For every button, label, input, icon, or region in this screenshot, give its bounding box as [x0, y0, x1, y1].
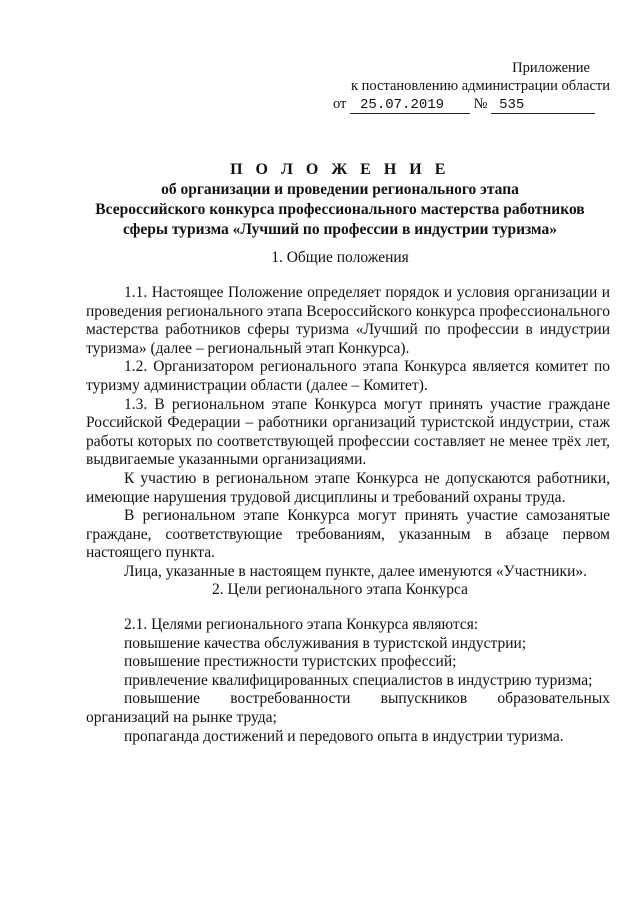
paragraph-1-2: 1.2. Организатором регионального этапа Конкурса является комитет по туризму администрации области (далее – Комитет).: [86, 358, 610, 394]
paragraph-1-1: 1.1. Настоящее Положение определяет порядок и условия организации и проведения регионального этапа Всероссийского конкурса профессионального мастерства работников сферы туризма «Лучший по профессии в индустрии туризма» (далее – региональный этап Конкурса).: [86, 284, 610, 357]
paragraph-1-3-self-employed: В региональном этапе Конкурса могут принять участие самозанятые граждане, соответствующие требованиям, указанным в абзаце первом настоящего пункта.: [86, 507, 610, 562]
document-date: 25.07.2019: [350, 98, 470, 114]
paragraph-1-3-participants: Лица, указанные в настоящем пункте, далее именуются «Участники».: [124, 562, 588, 580]
title-line-3: Всероссийского конкурса профессионального мастерства работников: [95, 201, 585, 218]
annex-date-number: [320, 95, 610, 114]
paragraph-1-3: 1.3. В региональном этапе Конкурса могут принять участие граждане Российской Федерации – работники организаций туристской индустрии, стаж работы которых по соответствующей профессии составляет не менее трёх лет, выдвигаемые указанными организациями.: [86, 395, 610, 469]
title-line-2: об организации и проведении регионального этапа: [161, 181, 519, 198]
goal-list-item: привлечение квалифицированных специалистов в индустрию туризма;: [124, 671, 593, 689]
paragraph-1-3-exclusion: К участию в региональном этапе Конкурса не допускаются работники, имеющие нарушения трудовой дисциплины и требований охраны труда.: [86, 469, 610, 506]
document-title: [60, 160, 620, 240]
annex-block: [320, 59, 610, 114]
section-1-body: [86, 284, 610, 582]
number-prefix: №: [473, 96, 488, 112]
annex-reference: к постановлению администрации области: [350, 78, 610, 94]
goal-list-item: повышение востребованности выпускников образовательных организаций на рынке труда;: [86, 690, 610, 726]
goal-list-item: пропаганда достижений и передового опыта в индустрии туризма.: [124, 727, 564, 745]
document-number: 535: [491, 98, 595, 114]
section-2-heading: 2. Цели регионального этапа Конкурса: [212, 581, 468, 598]
section-2-body: [86, 616, 610, 746]
section-1-heading: 1. Общие положения: [271, 249, 409, 266]
title-main: П О Л О Ж Е Н И Е: [230, 161, 450, 178]
goal-list-item: повышение качества обслуживания в туристской индустрии;: [124, 634, 527, 652]
goal-list-item: повышение престижности туристских профессий;: [124, 653, 457, 671]
date-prefix: от: [333, 96, 347, 112]
title-line-4: сферы туризма «Лучший по профессии в индустрии туризма»: [123, 221, 557, 238]
paragraph-2-1: 2.1. Целями регионального этапа Конкурса являются:: [124, 616, 479, 633]
annex-title: Приложение: [512, 60, 590, 76]
